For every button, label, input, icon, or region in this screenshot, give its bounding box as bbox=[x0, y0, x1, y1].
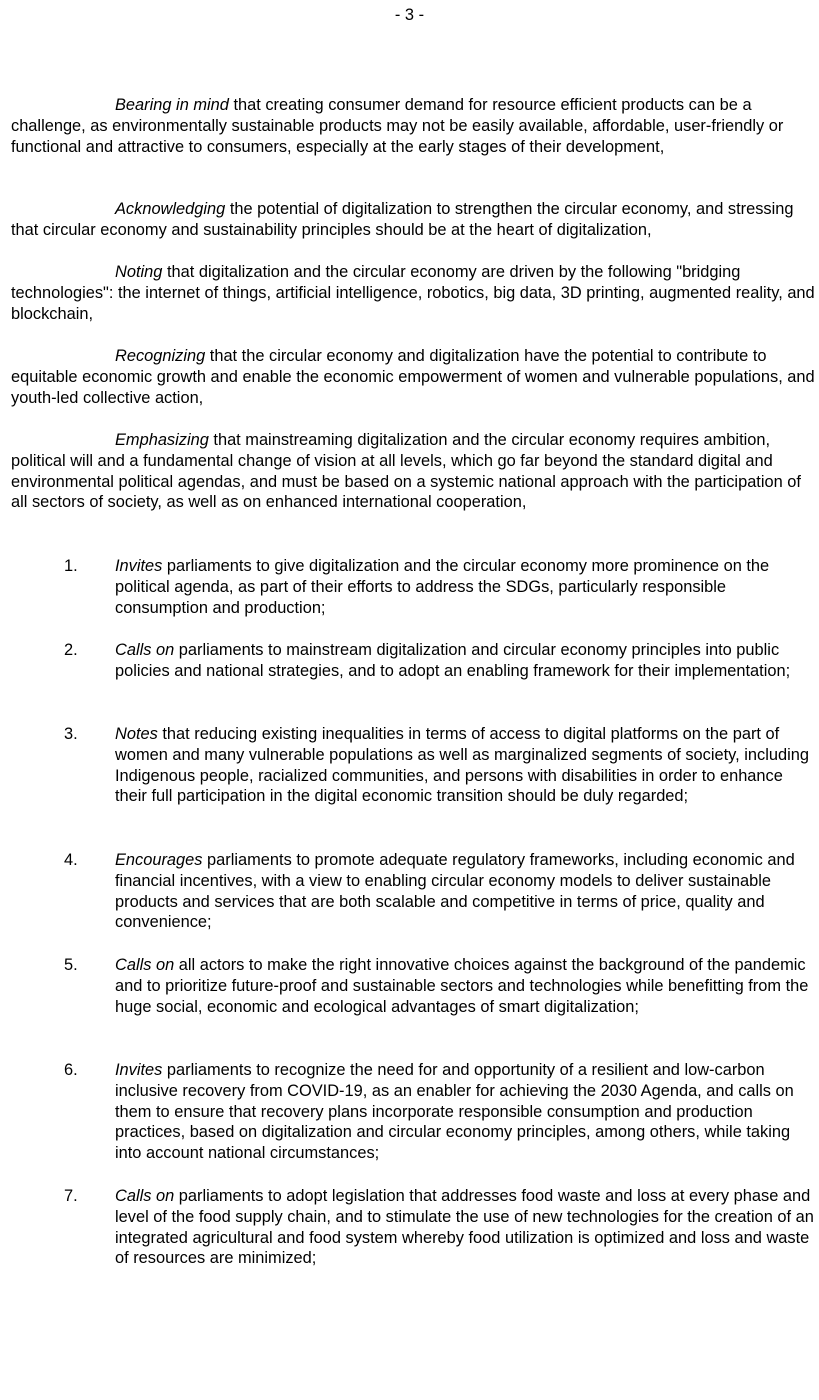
operative-number-2: 2. bbox=[64, 641, 78, 659]
operative-paragraph-5 bbox=[64, 955, 816, 1017]
operative-body-6 bbox=[115, 1060, 816, 1164]
operative-text-4: parliaments to promote adequate regulatory frameworks, including economic and financial incentives, with a view to enabling circular economy models to deliver sustainable products and services that are both scalable and competitive in terms of price, quality and convenience; bbox=[115, 851, 795, 932]
operative-paragraph-6 bbox=[64, 1060, 816, 1164]
operative-number-1: 1. bbox=[64, 557, 78, 575]
preamble-text-3: that digitalization and the circular economy are driven by the following "bridging technologies": the internet of things, artificial intelligence, robotics, big data, 3D printing, augmented reality, and blockchain, bbox=[11, 263, 815, 323]
operative-paragraph-7 bbox=[64, 1186, 816, 1269]
preamble-text-2: the potential of digitalization to strengthen the circular economy, and stressing that circular economy and sustainability principles should be at the heart of digitalization, bbox=[11, 200, 794, 239]
operative-text-7: parliaments to adopt legislation that addresses food waste and loss at every phase and level of the food supply chain, and to stimulate the use of new technologies for the creation of an integrated agricultural and food system whereby food utilization is optimized and loss and waste of resources are minimized; bbox=[115, 1187, 814, 1268]
operative-lead-3: Notes bbox=[115, 725, 158, 743]
operative-body-5 bbox=[115, 955, 816, 1017]
operative-number-3: 3. bbox=[64, 725, 78, 743]
preamble-lead-2: Acknowledging bbox=[115, 200, 226, 218]
operative-paragraph-1 bbox=[64, 556, 816, 618]
preamble-paragraph-2 bbox=[11, 199, 815, 241]
operative-number-6: 6. bbox=[64, 1061, 78, 1079]
preamble-lead-5: Emphasizing bbox=[115, 431, 209, 449]
operative-lead-2: Calls on bbox=[115, 641, 175, 659]
operative-lead-7: Calls on bbox=[115, 1187, 175, 1205]
operative-text-5: all actors to make the right innovative choices against the background of the pandemic and to prioritize future-proof and sustainable sectors and technologies while benefitting from the huge social, economic and ecological advantages of smart digitalization; bbox=[115, 956, 809, 1016]
preamble-lead-3: Noting bbox=[115, 263, 163, 281]
operative-lead-6: Invites bbox=[115, 1061, 163, 1079]
operative-number-4: 4. bbox=[64, 851, 78, 869]
preamble-paragraph-4 bbox=[11, 346, 815, 408]
operative-lead-1: Invites bbox=[115, 557, 163, 575]
operative-body-2 bbox=[115, 640, 816, 682]
operative-text-1: parliaments to give digitalization and the circular economy more prominence on the political agenda, as part of their efforts to address the SDGs, particularly responsible consumption and production; bbox=[115, 557, 770, 617]
operative-paragraph-3 bbox=[64, 724, 816, 807]
operative-body-7 bbox=[115, 1186, 816, 1269]
operative-body-4 bbox=[115, 850, 816, 933]
preamble-lead-4: Recognizing bbox=[115, 347, 206, 365]
operative-number-7: 7. bbox=[64, 1187, 78, 1205]
operative-lead-4: Encourages bbox=[115, 851, 203, 869]
operative-number-5: 5. bbox=[64, 956, 78, 974]
preamble-text-4: that the circular economy and digitalization have the potential to contribute to equitable economic growth and enable the economic empowerment of women and vulnerable populations, and youth-led collective action, bbox=[11, 347, 815, 407]
operative-text-3: that reducing existing inequalities in terms of access to digital platforms on the part of women and many vulnerable populations as well as marginalized segments of society, including Indigenous people, racialized communities, and persons with disabilities in order to enhance their full participation in the digital economic transition should be duly regarded; bbox=[115, 725, 809, 806]
operative-body-1 bbox=[115, 556, 816, 618]
operative-paragraph-4 bbox=[64, 850, 816, 933]
operative-lead-5: Calls on bbox=[115, 956, 175, 974]
operative-text-6: parliaments to recognize the need for and opportunity of a resilient and low-carbon inclusive recovery from COVID-19, as an enabler for achieving the 2030 Agenda, and calls on them to ensure that recovery plans incorporate responsible consumption and production practices, based on digitalization and circular economy principles, among others, while taking into account national circumstances; bbox=[115, 1061, 794, 1163]
operative-paragraph-2 bbox=[64, 640, 816, 682]
page-number: - 3 - bbox=[394, 6, 425, 24]
preamble-paragraph-3 bbox=[11, 262, 815, 324]
preamble-text-1: that creating consumer demand for resource efficient products can be a challenge, as environmentally sustainable products may not be easily available, affordable, user-friendly or functional and attractive to consumers, especially at the early stages of their development, bbox=[11, 96, 784, 156]
operative-text-2: parliaments to mainstream digitalization and circular economy principles into public policies and national strategies, and to adopt an enabling framework for their implementation; bbox=[115, 641, 791, 680]
preamble-paragraph-1 bbox=[11, 95, 815, 157]
preamble-lead-1: Bearing in mind bbox=[115, 96, 229, 114]
preamble-paragraph-5 bbox=[11, 430, 815, 513]
preamble-text-5: that mainstreaming digitalization and the circular economy requires ambition, political will and a fundamental change of vision at all levels, which go far beyond the standard digital and environmental political agendas, and must be based on a systemic national approach with the participation of all sectors of society, as well as on enhanced international cooperation, bbox=[11, 431, 801, 512]
operative-body-3 bbox=[115, 724, 816, 807]
